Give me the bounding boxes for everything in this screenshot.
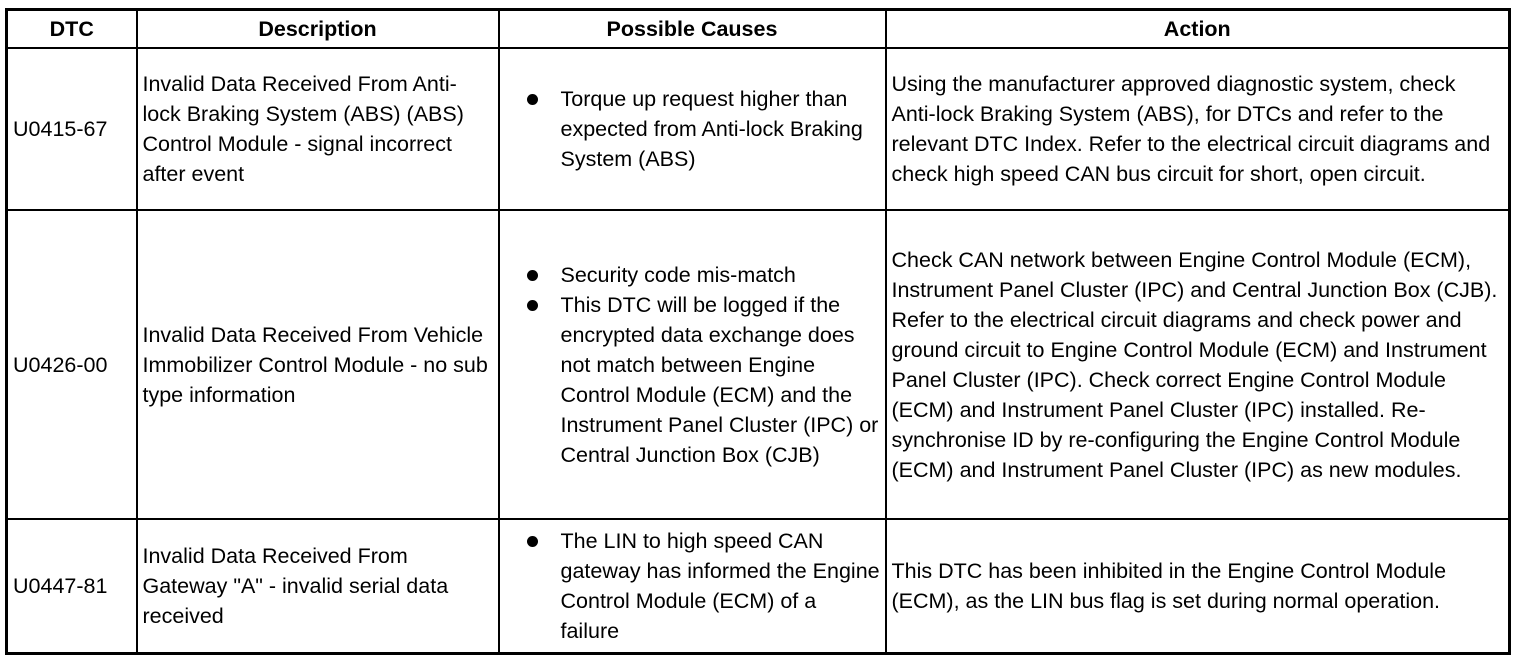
dtc-description: Invalid Data Received From Anti-lock Braking System (ABS) (ABS) Control Module - signal incorrect after event <box>137 48 499 210</box>
cause-text: This DTC will be logged if the encrypted data exchange does not match between Engine Control Module (ECM) and the Instrument Panel Cluster (IPC) or Central Junction Box (CJB) <box>560 292 879 467</box>
dtc-table-container <box>5 8 1511 655</box>
header-dtc: DTC <box>7 10 137 49</box>
dtc-action: Check CAN network between Engine Control Module (ECM), Instrument Panel Cluster (IPC) and Central Junction Box (CJB). Refer to the electrical circuit diagrams and check power and ground circuit to Engine Control Module (ECM) and Instrument Panel Cluster (IPC). Check correct Engine Control Module (ECM) and Instrument Panel Cluster (IPC) installed. Re-synchronise ID by re-configuring the Engine Control Module (ECM) and Instrument Panel Cluster (IPC) as new modules. <box>886 210 1510 519</box>
dtc-description: Invalid Data Received From Vehicle Immobilizer Control Module - no sub type information <box>137 210 499 519</box>
table-row <box>7 48 1510 210</box>
dtc-action: Using the manufacturer approved diagnostic system, check Anti-lock Braking System (ABS), for DTCs and refer to the relevant DTC Index. Refer to the electrical circuit diagrams and check high speed CAN bus circuit for short, open circuit. <box>886 48 1510 210</box>
dtc-action: This DTC has been inhibited in the Engine Control Module (ECM), as the LIN bus flag is set during normal operation. <box>886 519 1510 654</box>
cause-item <box>561 84 881 174</box>
table-row <box>7 519 1510 654</box>
dtc-code: U0447-81 <box>7 519 137 654</box>
dtc-description: Invalid Data Received From Gateway "A" - invalid serial data received <box>137 519 499 654</box>
possible-causes-cell <box>499 519 886 654</box>
causes-list <box>505 526 881 646</box>
cause-text: The LIN to high speed CAN gateway has informed the Engine Control Module (ECM) of a failure <box>560 529 880 643</box>
header-action: Action <box>886 10 1510 49</box>
cause-text: Security code mis-match <box>560 262 796 287</box>
cause-item <box>561 260 881 290</box>
cause-item <box>561 290 881 470</box>
header-row <box>7 10 1510 49</box>
causes-list <box>505 84 881 174</box>
dtc-code: U0415-67 <box>7 48 137 210</box>
header-description: Description <box>137 10 499 49</box>
bullet-icon <box>527 94 538 105</box>
cause-item <box>561 526 881 646</box>
bullet-icon <box>527 300 538 311</box>
table-row <box>7 210 1510 519</box>
header-possible-causes: Possible Causes <box>499 10 886 49</box>
dtc-code: U0426-00 <box>7 210 137 519</box>
possible-causes-cell <box>499 210 886 519</box>
bullet-icon <box>527 536 538 547</box>
causes-list <box>505 260 881 470</box>
cause-text: Torque up request higher than expected from Anti-lock Braking System (ABS) <box>560 87 863 171</box>
possible-causes-cell <box>499 48 886 210</box>
dtc-table <box>5 8 1511 655</box>
bullet-icon <box>527 270 538 281</box>
